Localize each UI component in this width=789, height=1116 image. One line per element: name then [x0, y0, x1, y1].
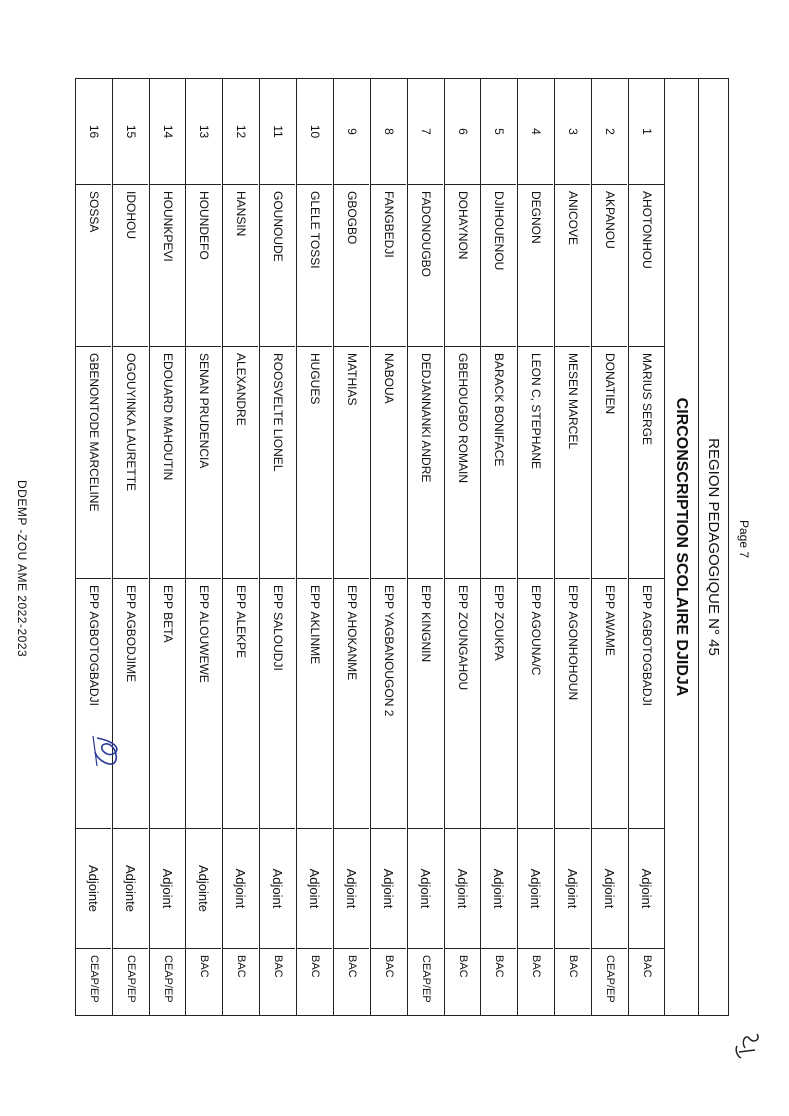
- row-number: 13: [187, 79, 222, 185]
- row-number: 14: [150, 79, 185, 185]
- row-number: 16: [75, 79, 111, 185]
- ecole-cell: EPP AGBOTOGBADJI: [629, 579, 664, 829]
- ecole-cell: EPP BETA: [150, 579, 185, 829]
- diplome-cell: BAC: [272, 955, 285, 978]
- table-row: [149, 79, 185, 1015]
- diplome-cell: BAC: [346, 955, 358, 978]
- circonscription-heading: CIRCONSCRIPTION SCOLAIRE DJIDJA: [664, 79, 698, 1015]
- ecole-cell: EPP AHOKANME: [334, 579, 369, 829]
- handwritten-stamp-mark: [87, 732, 127, 772]
- nom-cell: DEGNON: [518, 185, 553, 347]
- prenoms-cell: MATHIAS: [334, 347, 369, 579]
- row-number: 2: [592, 79, 627, 185]
- table-row: [591, 79, 627, 1015]
- nom-cell: GBOGBO: [334, 185, 369, 347]
- fonction-cell: Adjoint: [629, 829, 664, 949]
- diplome-cell: BAC: [309, 955, 322, 978]
- row-number: 5: [482, 79, 517, 185]
- table-row: [259, 79, 295, 1015]
- row-number: 15: [113, 79, 148, 185]
- table-row: [186, 79, 222, 1015]
- region-heading: REGION PEDAGOGIQUE N° 45: [698, 79, 728, 1015]
- fonction-cell: Adjoint: [592, 829, 627, 949]
- row-number: 8: [371, 79, 406, 185]
- row-number: 7: [408, 79, 443, 185]
- footer-text: DDEMP -ZOU AME 2022-2023: [15, 480, 29, 658]
- ecole-cell: EPP AGONHOHOUN: [555, 579, 590, 829]
- prenoms-cell: SENAN PRUDENCIA: [187, 347, 222, 579]
- fonction-cell: Adjoint: [297, 829, 332, 949]
- prenoms-cell: HUGUES: [297, 347, 332, 579]
- nom-cell: SOSSA: [75, 185, 111, 347]
- diplome-cell: BAC: [530, 955, 543, 978]
- ecole-cell: EPP YAGBANOUGON 2: [371, 579, 406, 829]
- table-row: [370, 79, 406, 1015]
- fonction-cell: Adjoint: [150, 829, 185, 949]
- diplome-cell: BAC: [456, 955, 469, 978]
- row-number: 6: [445, 79, 480, 185]
- nom-cell: ANICOVE: [555, 185, 590, 347]
- diplome-cell: CEAP/EP: [419, 955, 432, 1003]
- nom-cell: AHOTONHOU: [629, 185, 664, 347]
- fonction-cell: Adjoint: [334, 829, 369, 949]
- diplome-cell: BAC: [382, 955, 395, 978]
- nom-cell: FADONOUGBO: [408, 185, 443, 347]
- staff-table: [75, 78, 729, 1016]
- fonction-cell: Adjoint: [518, 829, 553, 949]
- diplome-cell: CEAP/EP: [604, 955, 617, 1003]
- nom-cell: GLELE TOSSI: [297, 185, 332, 347]
- ecole-cell: EPP AWAME: [592, 579, 627, 829]
- page-label: Page 7: [737, 520, 751, 559]
- fonction-cell: Adjoint: [371, 829, 406, 949]
- ecole-cell: EPP AGBOTOGBADJI: [75, 579, 111, 829]
- diplome-cell: BAC: [198, 955, 211, 978]
- prenoms-cell: ALEXANDRE: [223, 347, 258, 579]
- row-number: 4: [518, 79, 553, 185]
- nom-cell: DJIHOUENOU: [482, 185, 517, 347]
- nom-cell: HANSIN: [223, 185, 258, 347]
- nom-cell: DOHAYNON: [445, 185, 480, 347]
- table-row: [112, 79, 148, 1015]
- diplome-cell: BAC: [641, 955, 653, 978]
- ecole-cell: EPP AKLINME: [297, 579, 332, 829]
- table-row: [75, 79, 111, 1015]
- fonction-cell: Adjointe: [187, 829, 222, 949]
- row-number: 11: [260, 79, 295, 185]
- prenoms-cell: DONATIEN: [592, 347, 627, 579]
- diplome-cell: CEAP/EP: [124, 955, 137, 1003]
- nom-cell: HOUNDEFO: [187, 185, 222, 347]
- prenoms-cell: EDOUARD MAHOUTIN: [150, 347, 185, 579]
- fonction-cell: Adjointe: [75, 829, 111, 949]
- prenoms-cell: LEON C, STEPHANE: [518, 347, 553, 579]
- prenoms-cell: MARIUS SERGE: [629, 347, 664, 579]
- ecole-cell: EPP ZOUKPA: [482, 579, 517, 829]
- prenoms-cell: OGOUYINKA LAURETTE: [113, 347, 148, 579]
- table-row: [628, 79, 664, 1015]
- table-row: [554, 79, 590, 1015]
- ecole-cell: EPP ALOUWEWE: [187, 579, 222, 829]
- fonction-cell: Adjoint: [223, 829, 258, 949]
- initials-signature-mark: [731, 1028, 765, 1062]
- diplome-cell: CEAP/EP: [161, 955, 174, 1003]
- row-number: 12: [223, 79, 258, 185]
- table-row: [296, 79, 332, 1015]
- fonction-cell: Adjointe: [113, 829, 148, 949]
- table-row: [481, 79, 517, 1015]
- table-row: [333, 79, 369, 1015]
- prenoms-cell: MESEN MARCEL: [555, 347, 590, 579]
- ecole-cell: EPP AGBODJIME: [113, 579, 148, 829]
- prenoms-cell: DEDJANNANKI ANDRE: [408, 347, 443, 579]
- table-row: [444, 79, 480, 1015]
- ecole-cell: EPP ZOUNGAHOU: [445, 579, 480, 829]
- prenoms-cell: GBEHOUGBO ROMAIN: [445, 347, 480, 579]
- nom-cell: GOUNOUDE: [260, 185, 295, 347]
- table-row: [517, 79, 553, 1015]
- diplome-cell: BAC: [567, 955, 580, 978]
- nom-cell: HOUNKPEVI: [150, 185, 185, 347]
- table-row: [222, 79, 258, 1015]
- diplome-cell: BAC: [493, 955, 506, 978]
- fonction-cell: Adjoint: [445, 829, 480, 949]
- prenoms-cell: NABOUA: [371, 347, 406, 579]
- nom-cell: FANGBEDJI: [371, 185, 406, 347]
- ecole-cell: EPP AGOUNA/C: [518, 579, 553, 829]
- prenoms-cell: GBENONTODE MARCELINE: [75, 347, 111, 579]
- nom-cell: IDOHOU: [113, 185, 148, 347]
- ecole-cell: EPP ALEKPE: [223, 579, 258, 829]
- fonction-cell: Adjoint: [260, 829, 295, 949]
- row-number: 1: [629, 79, 664, 185]
- table-row: [407, 79, 443, 1015]
- diplome-cell: CEAP/EP: [87, 955, 100, 1003]
- ecole-cell: EPP KINGNIN: [408, 579, 443, 829]
- row-number: 10: [297, 79, 332, 185]
- prenoms-cell: ROOSVELTE LIONEL: [260, 347, 295, 579]
- ecole-cell: EPP SALOUDJI: [260, 579, 295, 829]
- fonction-cell: Adjoint: [482, 829, 517, 949]
- nom-cell: AKPANOU: [592, 185, 627, 347]
- diplome-cell: BAC: [235, 955, 248, 978]
- row-number: 3: [555, 79, 590, 185]
- row-number: 9: [334, 79, 369, 185]
- fonction-cell: Adjoint: [555, 829, 590, 949]
- prenoms-cell: BARACK BONIFACE: [482, 347, 517, 579]
- fonction-cell: Adjoint: [408, 829, 443, 949]
